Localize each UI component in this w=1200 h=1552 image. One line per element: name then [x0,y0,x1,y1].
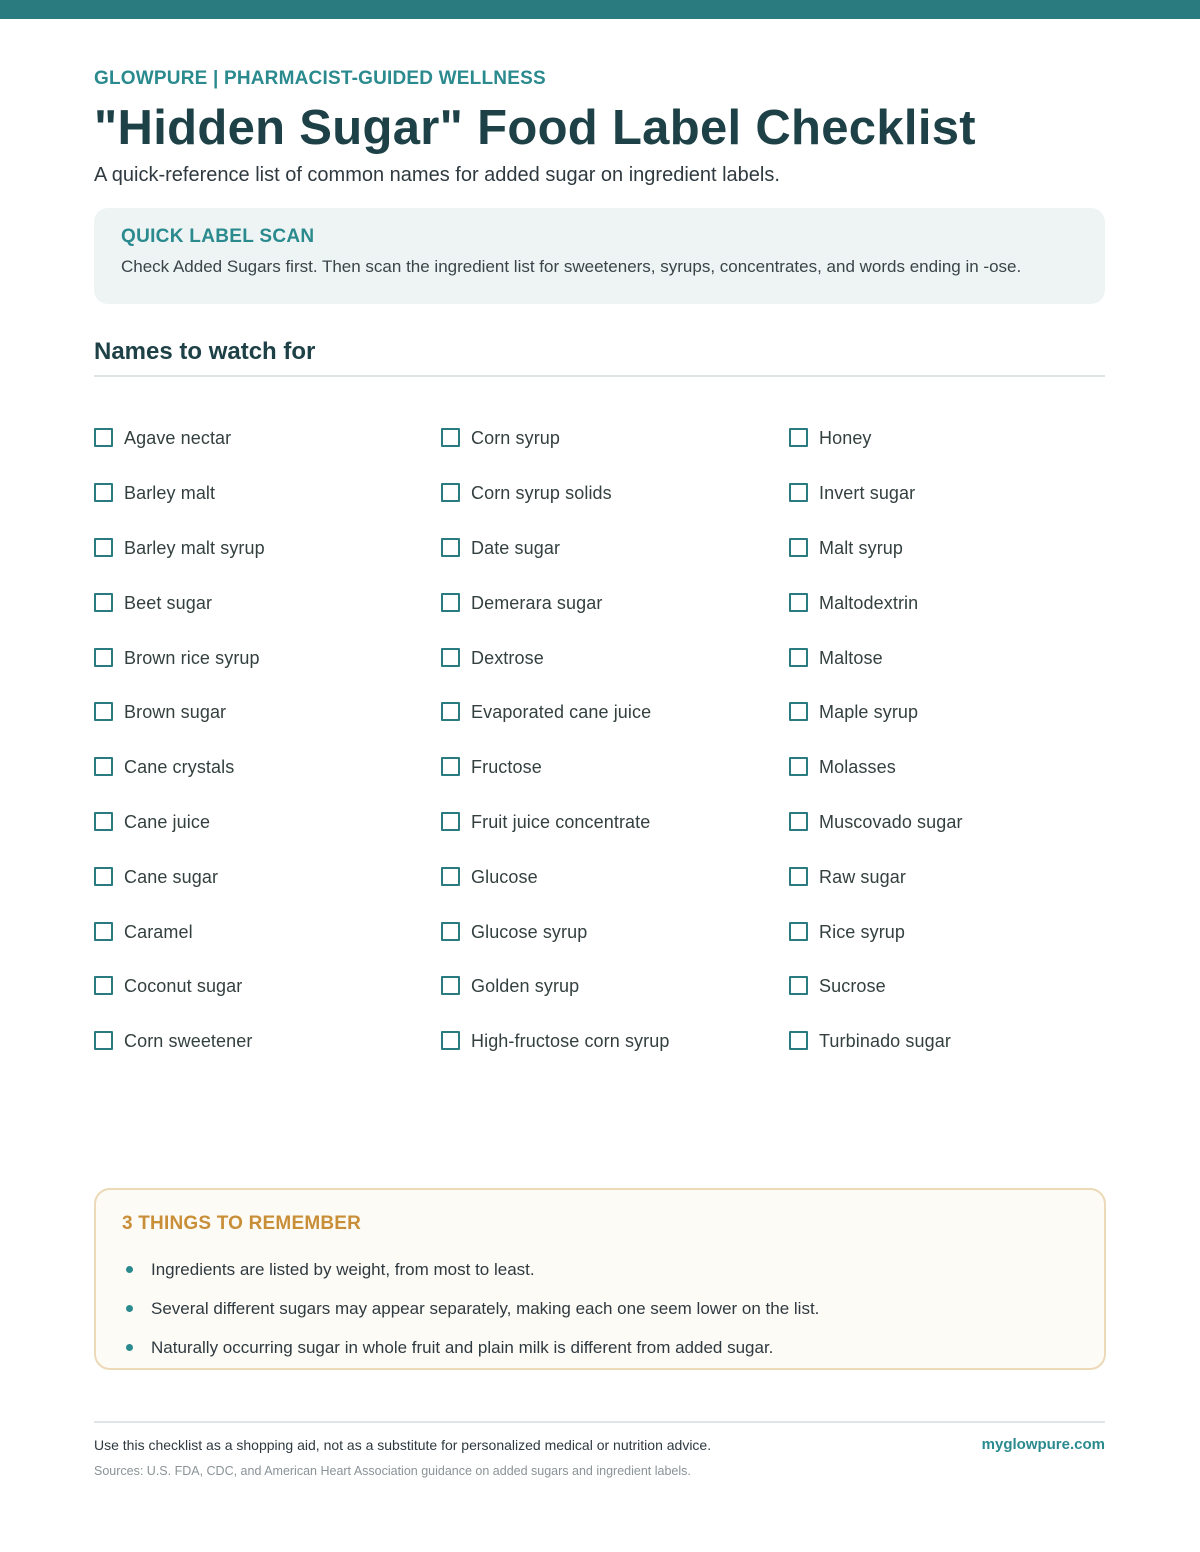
checklist-item[interactable] [441,521,669,576]
checkbox-icon[interactable] [789,976,808,995]
checklist-item[interactable] [441,959,669,1014]
section-divider [94,375,1105,377]
checklist-item-label: High-fructose corn syrup [471,1031,670,1052]
checklist-item[interactable] [441,575,669,630]
checklist-item[interactable] [789,795,963,850]
checklist-item[interactable] [94,740,265,795]
checklist-item[interactable] [789,521,963,576]
checklist-item-label: Muscovado sugar [819,811,963,832]
checklist-item[interactable] [94,1014,265,1069]
checklist-item-label: Date sugar [471,537,561,558]
footer-sources: Sources: U.S. FDA, CDC, and American Heart Association guidance on added sugars and ingredient labels. [94,1464,691,1478]
remember-item-text: Naturally occurring sugar in whole fruit and plain milk is different from added sugar. [151,1337,774,1357]
checkbox-icon[interactable] [789,922,808,941]
remember-item [126,1289,819,1328]
checklist-item-label: Corn syrup solids [471,483,612,504]
checkbox-icon[interactable] [441,757,460,776]
checklist-item[interactable] [441,1014,669,1069]
remember-item [126,1250,819,1289]
checklist-item-label: Golden syrup [471,976,580,997]
checklist-item-label: Corn sweetener [124,1031,253,1052]
checklist-item-label: Maltose [819,647,883,668]
checklist-item-label: Fructose [471,757,542,778]
checkbox-icon[interactable] [94,976,113,995]
checkbox-icon[interactable] [789,867,808,886]
checklist-item-label: Evaporated cane juice [471,702,652,723]
checklist-item-label: Maple syrup [819,702,919,723]
remember-list [126,1250,819,1368]
quick-scan-panel [94,208,1105,304]
checkbox-icon[interactable] [441,976,460,995]
checkbox-icon[interactable] [94,922,113,941]
checkbox-icon[interactable] [94,702,113,721]
checklist-item-label: Dextrose [471,647,544,668]
checkbox-icon[interactable] [94,483,113,502]
checklist-item[interactable] [789,1014,963,1069]
checklist-item-label: Sucrose [819,976,886,997]
checklist-item[interactable] [94,630,265,685]
remember-panel [94,1188,1106,1370]
checklist-item[interactable] [94,795,265,850]
checklist-item-label: Turbinado sugar [819,1031,951,1052]
checkbox-icon[interactable] [94,428,113,447]
checklist-item-label: Maltodextrin [819,592,919,613]
checklist-item[interactable] [441,795,669,850]
checklist-item[interactable] [94,904,265,959]
bullet-dot-icon [126,1305,133,1312]
checklist-item[interactable] [94,959,265,1014]
checklist-item-label: Brown rice syrup [124,647,260,668]
checklist-item[interactable] [789,959,963,1014]
checklist-column-2 [441,411,669,1069]
remember-title: 3 THINGS TO REMEMBER [122,1213,362,1234]
checklist-item[interactable] [789,466,963,521]
checklist-item[interactable] [94,466,265,521]
checkbox-icon[interactable] [441,648,460,667]
checklist-item-label: Rice syrup [819,921,906,942]
remember-item [126,1328,819,1367]
checklist-column-1 [94,411,265,1069]
checkbox-icon[interactable] [94,648,113,667]
checkbox-icon[interactable] [789,812,808,831]
checkbox-icon[interactable] [441,593,460,612]
checklist-item-label: Fruit juice concentrate [471,811,651,832]
checklist-item[interactable] [94,685,265,740]
checklist-item-label: Cane juice [124,811,211,832]
top-accent-bar [0,0,1200,19]
checklist-item[interactable] [441,904,669,959]
checklist-item-label: Molasses [819,757,896,778]
checklist-item[interactable] [94,521,265,576]
checkbox-icon[interactable] [789,702,808,721]
brand-tagline: GLOWPURE | PHARMACIST-GUIDED WELLNESS [94,68,546,89]
names-section-title: Names to watch for [94,338,316,365]
checkbox-icon[interactable] [441,1031,460,1050]
checklist-item-label: Brown sugar [124,702,227,723]
quick-scan-text: Check Added Sugars first. Then scan the ingredient list for sweeteners, syrups, concentrates, and words ending in -ose. [121,257,1022,276]
checklist-item-label: Barley malt syrup [124,537,265,558]
checklist-item[interactable] [789,849,963,904]
checklist-item[interactable] [441,849,669,904]
checklist-item-label: Beet sugar [124,592,213,613]
checklist-item-label: Honey [819,428,872,449]
checkbox-icon[interactable] [94,812,113,831]
checklist-item[interactable] [94,849,265,904]
checklist-item-label: Malt syrup [819,537,904,558]
checkbox-icon[interactable] [441,538,460,557]
checklist-item-label: Raw sugar [819,866,906,887]
footer-website-link[interactable]: myglowpure.com [981,1436,1105,1453]
checklist-item-label: Agave nectar [124,428,232,449]
checklist-item[interactable] [441,466,669,521]
checkbox-icon[interactable] [789,483,808,502]
checkbox-icon[interactable] [94,867,113,886]
remember-item-text: Several different sugars may appear separately, making each one seem lower on the list. [151,1298,820,1318]
checklist-item-label: Invert sugar [819,483,916,504]
checkbox-icon[interactable] [441,702,460,721]
checkbox-icon[interactable] [789,648,808,667]
checklist-item[interactable] [441,630,669,685]
checklist-item[interactable] [789,904,963,959]
checklist-item-label: Cane sugar [124,866,219,887]
checklist-item-label: Caramel [124,921,193,942]
checkbox-icon[interactable] [789,538,808,557]
checkbox-icon[interactable] [94,538,113,557]
checklist-item-label: Coconut sugar [124,976,243,997]
checkbox-icon[interactable] [441,483,460,502]
checklist-item-label: Cane crystals [124,757,235,778]
checklist-item-label: Barley malt [124,483,216,504]
bullet-dot-icon [126,1344,133,1351]
footer-divider [94,1421,1105,1423]
checkbox-icon[interactable] [441,922,460,941]
checklist-item[interactable] [789,575,963,630]
checklist-column-3 [789,411,963,1069]
checklist-item[interactable] [94,411,265,466]
checklist-item[interactable] [789,740,963,795]
checklist-item[interactable] [441,740,669,795]
quick-scan-title: QUICK LABEL SCAN [121,226,315,247]
remember-item-text: Ingredients are listed by weight, from most to least. [151,1259,535,1279]
checkbox-icon[interactable] [789,428,808,447]
page-title: "Hidden Sugar" Food Label Checklist [94,101,976,155]
bullet-dot-icon [126,1266,133,1273]
checklist-item[interactable] [441,411,669,466]
page-subtitle: A quick-reference list of common names for added sugar on ingredient labels. [94,164,780,186]
checklist-item[interactable] [789,630,963,685]
checkbox-icon[interactable] [441,812,460,831]
checkbox-icon[interactable] [94,593,113,612]
checkbox-icon[interactable] [789,757,808,776]
checklist-item[interactable] [441,685,669,740]
checkbox-icon[interactable] [441,428,460,447]
checklist-item-label: Demerara sugar [471,592,603,613]
checklist-item[interactable] [94,575,265,630]
checkbox-icon[interactable] [441,867,460,886]
checkbox-icon[interactable] [789,593,808,612]
checkbox-icon[interactable] [94,1031,113,1050]
checklist-item-label: Glucose [471,866,538,887]
footer-disclaimer: Use this checklist as a shopping aid, not as a substitute for personalized medical or nutrition advice. [94,1437,712,1453]
checklist-item[interactable] [789,411,963,466]
checklist-item-label: Corn syrup [471,428,561,449]
checkbox-icon[interactable] [94,757,113,776]
checklist-item[interactable] [789,685,963,740]
checkbox-icon[interactable] [789,1031,808,1050]
checklist-item-label: Glucose syrup [471,921,588,942]
